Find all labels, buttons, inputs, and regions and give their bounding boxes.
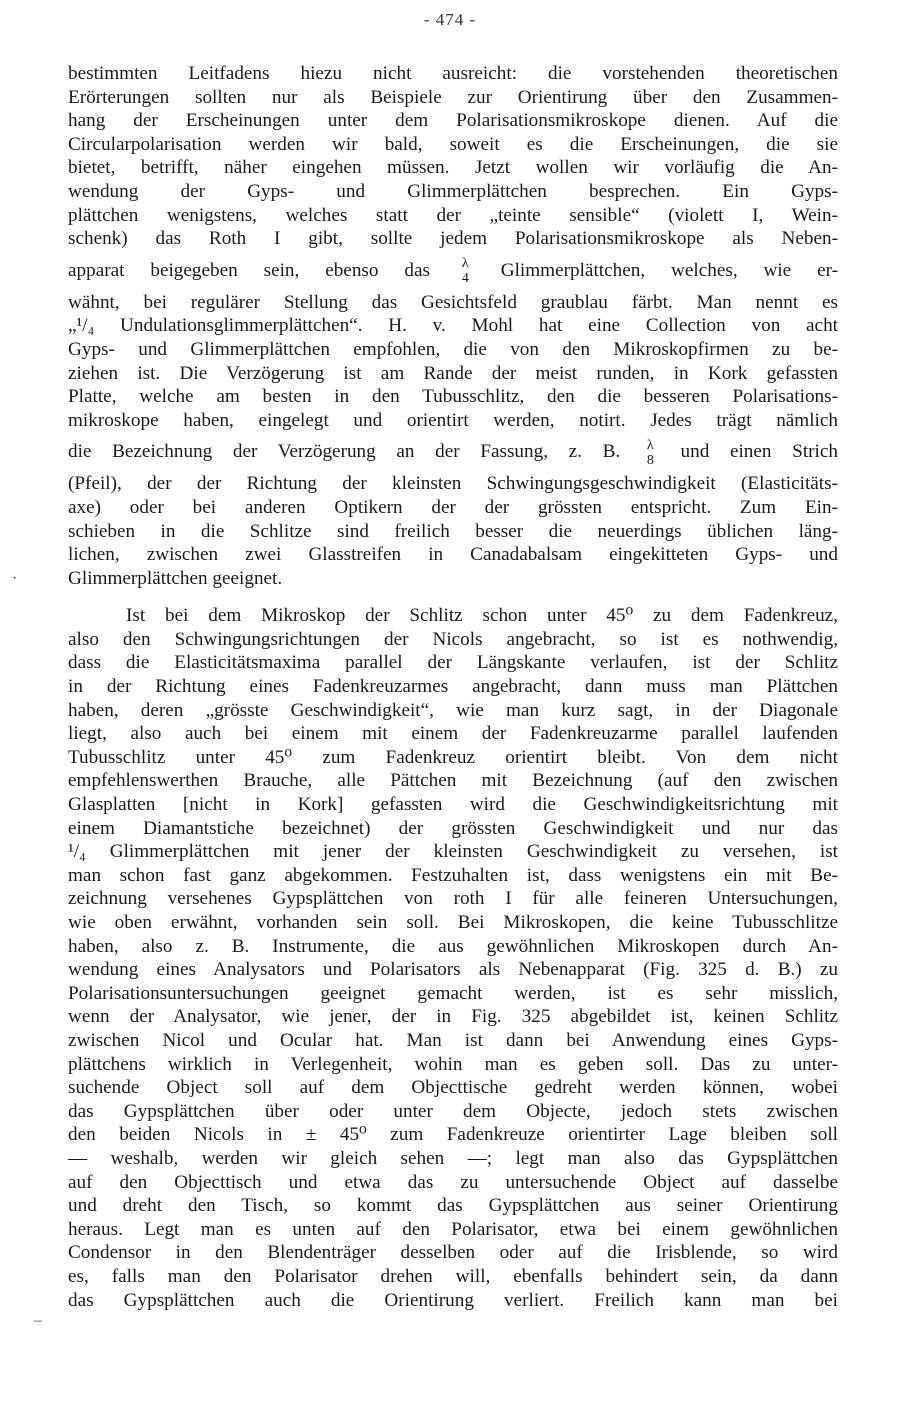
text-segment: apparat beigegeben sein, ebenso das (68, 259, 430, 281)
text-line: hang der Erscheinungen unter dem Polarisationsmikroskope dienen. Auf die (68, 110, 838, 132)
text-segment: und einen Strich (680, 441, 839, 463)
text-line: das Gypsplättchen auch die Orientirung verliert. Freilich kann man bei (68, 1289, 838, 1311)
text-line: Glimmerplättchen geeignet. (68, 567, 283, 589)
text-line: wie oben erwähnt, vorhanden sein soll. Bei Mikroskopen, die keine Tubusschlitze (68, 912, 838, 933)
text-line: — weshalb, werden wir gleich sehen —; legt man also das Gypsplättchen (68, 1147, 838, 1169)
text-line: und dreht den Tisch, so kommt das Gypsplättchen aus seiner Orientirung (68, 1195, 838, 1217)
text-line: schenk) das Roth I gibt, sollte jedem Polarisationsmikroskope als Neben- (68, 228, 838, 250)
text-line: (Pfeil), der der Richtung der kleinsten Schwingungsgeschwindigkeit (Elasticitäts- (68, 473, 838, 495)
text-line: empfehlenswerthen Brauche, alle Pättchen mit Bezeichnung (auf den zwischen (68, 770, 838, 792)
text-line: zwischen Nicol und Ocular hat. Man ist dann bei Anwendung eines Gyps- (68, 1029, 838, 1051)
text-line: heraus. Legt man es unten auf den Polarisator, etwa bei einem gewöhnlichen (68, 1218, 838, 1240)
text-line: liegt, also auch bei einem mit einem der Fadenkreuzarme parallel laufenden (68, 723, 838, 745)
text-line: Gyps- und Glimmerplättchen empfohlen, die von den Mikroskopfirmen zu be- (68, 338, 838, 360)
text-line: man schon fast ganz abgekommen. Festzuhalten ist, dass wenigstens ein mit Be- (68, 864, 838, 886)
text-line: plättchen wenigstens, welches statt der „teinte sensible“ (violett I, Wein- (68, 204, 838, 226)
text-line: Ist bei dem Mikroskop der Schlitz schon unter 45⁰ zu dem Fadenkreuz, (126, 605, 838, 627)
text-line: plättchens wirklich in Verlegenheit, wohin man es geben soll. Das zu unter- (68, 1053, 838, 1075)
text-line: also den Schwingungsrichtungen der Nicols angebracht, so ist es nothwendig, (68, 628, 838, 650)
text-line: auf den Objecttisch und etwa das zu untersuchende Object auf dasselbe (68, 1171, 838, 1193)
text-line: bestimmten Leitfadens hiezu nicht ausreicht: die vorstehenden theoretischen (68, 63, 838, 84)
page-text (68, 62, 838, 1312)
text-line: ¹/₄ Glimmerplättchen mit jener der kleinsten Geschwindigkeit zu versehen, ist (68, 841, 838, 863)
text-line: ziehen ist. Die Verzögerung ist am Rande der meist runden, in Kork gefassten (68, 362, 838, 384)
text-line: axe) oder bei anderen Optikern der der grössten entspricht. Zum Ein- (68, 496, 838, 518)
text-line-with-fraction (68, 251, 838, 291)
lambda-eighth-fraction (647, 438, 654, 468)
text-line: zeichnung versehenes Gypsplättchen von roth I für alle feineren Untersuchungen, (68, 888, 838, 910)
text-segment: Glimmerplättchen, welches, wie er- (500, 259, 839, 281)
text-line: schieben in die Schlitze sind freilich besser die neuerdings üblichen läng- (68, 520, 838, 542)
text-line: wenn der Analysator, wie jener, der in Fig. 325 abgebildet ist, keinen Schlitz (68, 1006, 838, 1028)
paragraph-gap (68, 590, 838, 604)
text-line: bietet, betrifft, näher eingehen müssen. Jetzt wollen wir vorläufig die An- (68, 157, 838, 179)
text-line: haben, deren „grösste Geschwindigkeit“, wie man kurz sagt, in der Diagonale (68, 699, 838, 721)
text-line: wendung eines Analysators und Polarisators als Nebenapparat (Fig. 325 d. B.) zu (68, 959, 838, 981)
text-segment: die Bezeichnung der Verzögerung an der Fassung, z. B. (68, 441, 621, 463)
text-line: den beiden Nicols in ± 45⁰ zum Fadenkreuze orientirter Lage bleiben soll (68, 1124, 838, 1146)
text-line: es, falls man den Polarisator drehen will, ebenfalls behindert sein, da dann (68, 1265, 838, 1287)
text-line: wähnt, bei regulärer Stellung das Gesichtsfeld graublau färbt. Man nennt es (68, 291, 838, 313)
text-line: lichen, zwischen zwei Glasstreifen in Canadabalsam eingekitteten Gyps- und (68, 544, 838, 566)
margin-dash: – (34, 1312, 42, 1329)
margin-dot: · (12, 570, 18, 587)
text-line: Condensor in den Blendenträger desselben oder auf die Irisblende, so wird (68, 1242, 838, 1264)
paragraph-1 (68, 62, 838, 590)
text-line-with-fraction (68, 432, 838, 472)
lambda-quarter-fraction (462, 256, 469, 286)
fraction-denominator: 4 (461, 271, 469, 287)
fraction-denominator: 8 (646, 452, 654, 468)
fraction-numerator: λ (461, 256, 469, 272)
text-line: suchende Object soll auf dem Objecttische gedreht werden können, wobei (68, 1077, 838, 1099)
text-line: Circularpolarisation werden wir bald, soweit es die Erscheinungen, die sie (68, 133, 838, 155)
text-line: Tubusschlitz unter 45⁰ zum Fadenkreuz orientirt bleibt. Von dem nicht (68, 746, 838, 768)
text-line: Platte, welche am besten in den Tubusschlitz, den die besseren Polarisations- (68, 386, 838, 408)
text-line: dass die Elasticitätsmaxima parallel der Längskante verlaufen, ist der Schlitz (68, 652, 838, 674)
text-line: Glasplatten [nicht in Kork] gefassten wird die Geschwindigkeitsrichtung mit (68, 794, 838, 816)
text-line: einem Diamantstiche bezeichnet) der grössten Geschwindigkeit und nur das (68, 817, 838, 839)
page-number: - 474 - (423, 10, 477, 29)
text-line: mikroskope haben, eingelegt und orientirt werden, notirt. Jedes trägt nämlich (68, 409, 838, 431)
paragraph-2 (68, 604, 838, 1312)
text-line: haben, also z. B. Instrumente, die aus gewöhnlichen Mikroskopen durch An- (68, 935, 838, 957)
text-line: wendung der Gyps- und Glimmerplättchen besprechen. Ein Gyps- (68, 180, 838, 202)
text-line: „¹/₄ Undulationsglimmerplättchen“. H. v. Mohl hat eine Collection von acht (68, 315, 838, 337)
text-line: in der Richtung eines Fadenkreuzarmes angebracht, dann muss man Plättchen (68, 676, 838, 698)
text-line: Polarisationsuntersuchungen geeignet gemacht werden, ist es sehr misslich, (68, 982, 838, 1004)
fraction-numerator: λ (646, 437, 654, 453)
text-line: das Gypsplättchen über oder unter dem Objecte, jedoch stets zwischen (68, 1100, 838, 1122)
text-line: Erörterungen sollten nur als Beispiele zur Orientirung über den Zusammen- (68, 86, 838, 108)
